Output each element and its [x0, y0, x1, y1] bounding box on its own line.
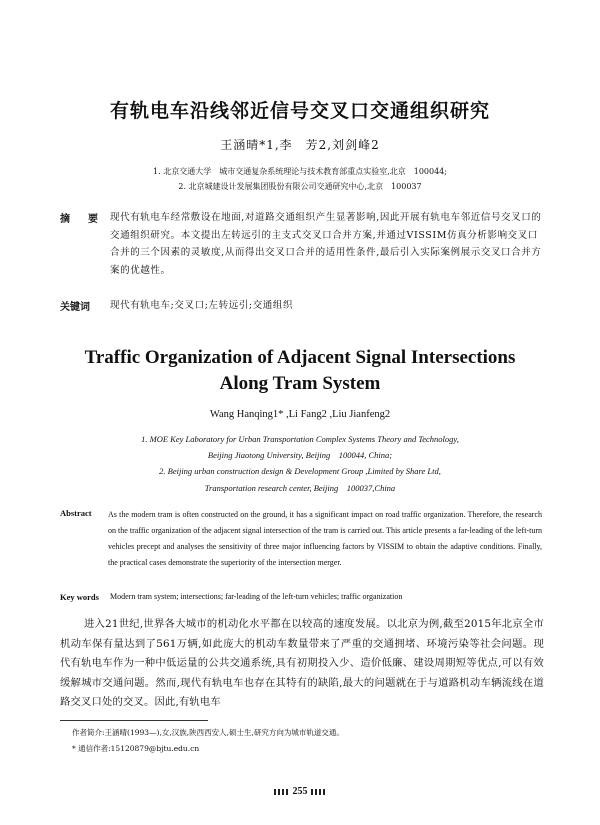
- chinese-title: 有轨电车沿线邻近信号交叉口交通组织研究: [109, 100, 490, 122]
- page-number-ornament-right: [311, 789, 327, 795]
- chinese-abstract: 现代有轨电车经常敷设在地面,对道路交通组织产生显著影响,因此开展有轨电车邻近信号交叉口的交通组织研究。本文提出左转远引的主支式交叉口合并方案,并通过VISSIM仿真分析影响交叉口合并的三个因素的灵敏度,从而得出交叉口合并的适用性条件,最后引入实际案例展示交叉口合并方案的优越性。: [110, 212, 542, 276]
- english-keywords-label: Key words: [60, 592, 99, 602]
- chinese-keywords-label: 关键词: [60, 302, 90, 313]
- chinese-authors: 王涵晴*1,李 芳2,刘剑峰2: [220, 138, 380, 152]
- english-affiliation-4: Transportation research center, Beijing 100037,China: [204, 483, 396, 493]
- footnote-author-bio: 作者简介:王涵晴(1993—),女,汉族,陕西西安人,硕士生,研究方向为城市轨道交通。: [72, 728, 344, 737]
- english-title-line-1: Traffic Organization of Adjacent Signal Intersections: [84, 347, 516, 368]
- chinese-affiliation-1: 1. 北京交通大学 城市交通复杂系统理论与技术教育部重点实验室,北京 100044;: [153, 167, 447, 176]
- footnote-corresponding-author: * 通信作者:15120879@bjtu.edu.cn: [72, 744, 200, 753]
- page-number-block: [0, 786, 600, 797]
- english-authors: Wang Hanqing1* ,Li Fang2 ,Liu Jianfeng2: [209, 409, 391, 420]
- english-affiliation-1: 1. MOE Key Laboratory for Urban Transportation Complex Systems Theory and Technology,: [141, 434, 459, 444]
- english-affiliation-2: Beijing Jiaotong University, Beijing 100044, China;: [207, 450, 393, 460]
- chinese-abstract-label: 摘 要: [60, 214, 102, 225]
- page-number-ornament-left: [274, 789, 290, 795]
- english-abstract-label: Abstract: [60, 508, 92, 518]
- chinese-affiliation-2: 2. 北京城建设计发展集团股份有限公司交通研究中心,北京 100037: [178, 182, 422, 191]
- page-number: 255: [292, 786, 308, 797]
- english-keywords: Modern tram system; intersections; far-leading of the left-turn vehicles; traffic organization: [110, 592, 403, 601]
- body-paragraph: 进入21世纪,世界各大城市的机动化水平都在以较高的速度发展。以北京为例,截至2015年北京全市机动车保有量达到了561万辆,如此庞大的机动车数量带来了严重的交通拥堵、环境污染等社会问题。现代有轨电车作为一种中低运量的公共交通系统,具有初期投入少、造价低廉、建设周期短等优点,可以有效缓解城市交通问题。然而,现代有轨电车也存在其特有的缺陷,最大的问题就在于与道路机动车辆流线在道路交叉口处的交叉。因此,有轨电车: [60, 618, 544, 708]
- chinese-keywords: 现代有轨电车;交叉口;左转远引;交通组织: [110, 300, 294, 311]
- english-abstract: As the modern tram is often constructed on the ground, it has a significant impact on road traffic organization. Therefore, the research on the traffic organization of the adjacent signal intersection of the tram is carried out. This article presents a far-leading of the left-turn vehicles precept and analyses the sensitivity of three major influencing factors by VISSIM to obtain the adaptive conditions. Finally, the practical cases demonstrate the superiority of the intersection merger.: [108, 510, 542, 567]
- english-affiliation-3: 2. Beijing urban construction design & Development Group ,Limited by Share Ltd,: [159, 466, 441, 476]
- english-title-line-2: Along Tram System: [219, 373, 381, 394]
- footnote-divider: [60, 720, 208, 721]
